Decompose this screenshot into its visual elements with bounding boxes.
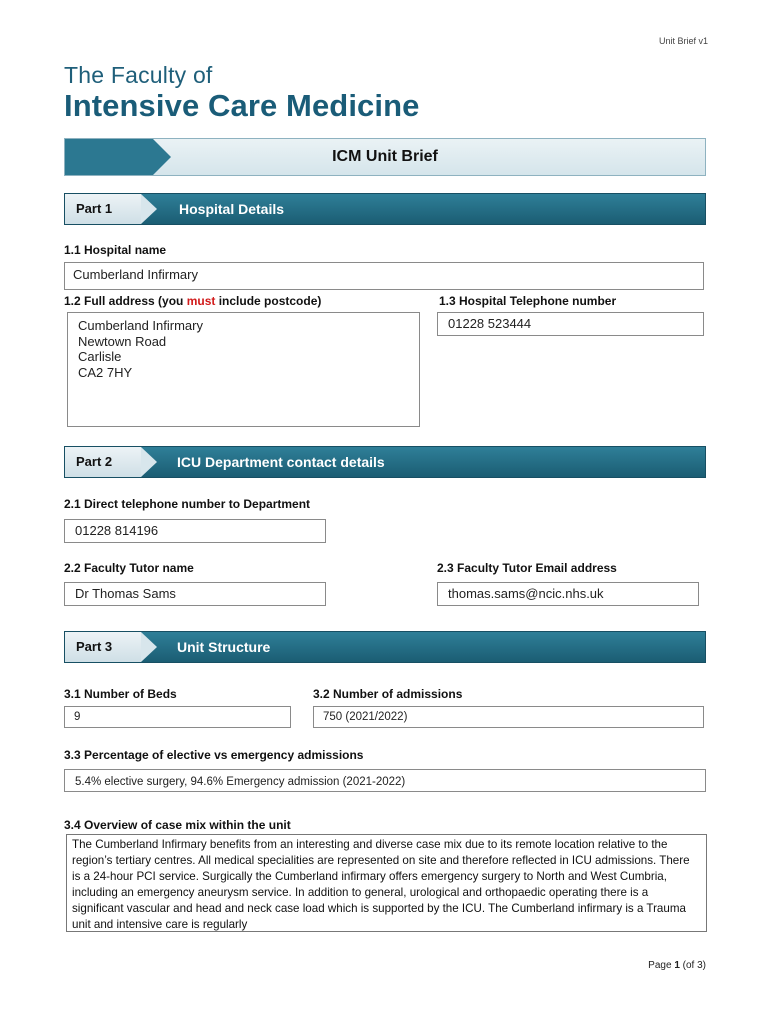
unit-brief-banner bbox=[64, 138, 706, 176]
tutor-name-field[interactable]: Dr Thomas Sams bbox=[64, 582, 326, 606]
part3-tab-label: Part 3 bbox=[76, 639, 113, 654]
address-label bbox=[64, 294, 321, 308]
tutor-name-label: 2.2 Faculty Tutor name bbox=[64, 561, 194, 575]
elective-field[interactable]: 5.4% elective surgery, 94.6% Emergency admission (2021-2022) bbox=[64, 769, 706, 792]
faculty-logo-line1: The Faculty of bbox=[64, 62, 213, 88]
beds-field[interactable]: 9 bbox=[64, 706, 291, 728]
tutor-email-field[interactable]: thomas.sams@ncic.nhs.uk bbox=[437, 582, 699, 606]
page-suffix: (of 3) bbox=[679, 960, 706, 971]
dept-phone-label: 2.1 Direct telephone number to Department bbox=[64, 497, 311, 511]
page-current: 1 bbox=[674, 960, 680, 971]
casemix-field[interactable]: The Cumberland Infirmary benefits from an interesting and diverse case mix due to its remote location relative to the region’s tertiary centres. All medical specialities are represented on site and therefore reflected in ICU admissions. There is a 24-hour PCI service. Surgically the Cumberland infirmary offers emergency surgery to North and West Cumbria, including an emergency aneurysm service. In addition to general, urological and orthopaedic operating there is a significant vascular and head and neck case load which is supported by the ICU. The Cumberland infirmary is a Trauma unit and intensive care is regularly bbox=[66, 834, 707, 932]
part2-tab bbox=[65, 447, 141, 477]
address-label-must: must bbox=[186, 294, 216, 308]
address-label-post: include postcode) bbox=[215, 294, 322, 308]
hospital-phone-label: 1.3 Hospital Telephone number bbox=[439, 294, 617, 308]
part1-tab bbox=[65, 194, 141, 224]
page-prefix: Page bbox=[648, 960, 675, 971]
part2-title: ICU Department contact details bbox=[177, 454, 385, 470]
hospital-phone-field[interactable]: 01228 523444 bbox=[437, 312, 704, 336]
admissions-label: 3.2 Number of admissions bbox=[313, 687, 463, 701]
hospital-name-label: 1.1 Hospital name bbox=[64, 243, 167, 257]
page-number bbox=[648, 960, 706, 971]
document-version: Unit Brief v1 bbox=[658, 36, 708, 46]
part1-title: Hospital Details bbox=[179, 201, 285, 217]
dept-phone-field[interactable]: 01228 814196 bbox=[64, 519, 326, 543]
part2-tab-label: Part 2 bbox=[76, 454, 113, 469]
casemix-label: 3.4 Overview of case mix within the unit bbox=[64, 818, 291, 832]
address-field[interactable]: Cumberland Infirmary Newtown Road Carlisle CA2 7HY bbox=[67, 312, 420, 427]
elective-label: 3.3 Percentage of elective vs emergency admissions bbox=[64, 748, 364, 762]
part3-header bbox=[64, 631, 706, 663]
hospital-name-field[interactable]: Cumberland Infirmary bbox=[64, 262, 704, 290]
beds-label: 3.1 Number of Beds bbox=[64, 687, 177, 701]
admissions-field[interactable]: 750 (2021/2022) bbox=[313, 706, 704, 728]
faculty-logo-line2: Intensive Care Medicine bbox=[64, 88, 420, 123]
part3-tab bbox=[65, 632, 141, 662]
address-label-pre: 1.2 Full address (you bbox=[64, 294, 187, 308]
part3-title: Unit Structure bbox=[177, 639, 271, 655]
unit-brief-title: ICM Unit Brief bbox=[332, 148, 438, 165]
part2-header bbox=[64, 446, 706, 478]
part1-tab-label: Part 1 bbox=[76, 201, 113, 216]
tutor-email-label: 2.3 Faculty Tutor Email address bbox=[437, 561, 617, 575]
part1-header bbox=[64, 193, 706, 225]
